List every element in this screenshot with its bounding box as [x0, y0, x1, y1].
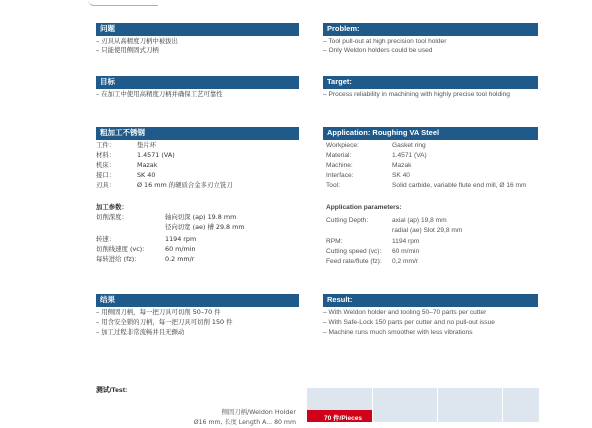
cn-param-value: 轴向切深 (ap) 19.8 mm [165, 213, 237, 221]
en-result-item: – With Weldon holder and tooling 50–70 parts per cutter [323, 309, 487, 316]
cn-app-label: 刃具： [96, 181, 116, 189]
test-row-sub: Ø16 mm, 长度 Length A... 80 mm [193, 419, 296, 426]
grid-line [372, 388, 373, 422]
cn-target-item: – 在加工中使用高精度刀柄并确保工艺可靠性 [96, 90, 223, 98]
cn-params-title: 加工参数： [96, 203, 128, 211]
divider [96, 139, 299, 140]
en-problem-header [323, 23, 538, 35]
cn-problem-item: – 刃具从高精度刀柄中被拔出 [96, 37, 178, 45]
cn-result-header [96, 294, 299, 306]
cn-result-item: – 加工过程非常流畅并且无颤动 [96, 328, 185, 336]
en-param-label: RPM: [326, 238, 343, 245]
en-problem-item: – Tool pull-out at high precision tool holder [323, 38, 447, 45]
cn-target-header [96, 76, 299, 88]
en-app-label: Material: [326, 152, 352, 159]
en-param-value: axial (ap) 19,8 mm [392, 217, 447, 224]
cn-app-label: 机床： [96, 161, 116, 169]
test-bar-label: 70 件/Pieces [324, 415, 362, 422]
en-app-value: SK 40 [392, 172, 410, 179]
en-param-value: 0,2 mm/r [392, 258, 419, 265]
divider [96, 306, 299, 307]
cn-param-value: 60 m/min [165, 245, 196, 253]
en-param-value: radial (ae) Slot 29,8 mm [392, 227, 463, 234]
en-param-value: 60 m/min [392, 248, 420, 255]
cn-param-value: 0.2 mm/r [165, 255, 195, 263]
en-app-value: Mazak [392, 162, 412, 169]
en-app-value: Gasket ring [392, 142, 426, 149]
en-result-item: – Machine runs much smoother with less vibrations [323, 329, 473, 336]
cn-app-value: SK 40 [137, 171, 156, 179]
cn-app-label: 工件： [96, 141, 116, 149]
cn-app-value: 垫片环 [137, 141, 157, 149]
en-app-label: Interface: [326, 172, 354, 179]
en-application-title: Application: Roughing VA Steel [327, 128, 440, 137]
cn-param-label: 切削线速度 (vc)： [96, 245, 149, 253]
cn-param-label: 每转进给 (fz)： [96, 255, 141, 263]
en-app-label: Tool: [326, 182, 340, 189]
divider [96, 35, 299, 36]
cn-result-item: – 用侧固刀柄，每一把刀具可切削 50–70 件 [96, 308, 221, 316]
en-param-label: Cutting speed (vc): [326, 248, 382, 255]
top-decoration [88, 0, 158, 6]
cn-app-value: 1.4571 (VA) [137, 151, 175, 159]
cn-param-label: 转速： [96, 235, 116, 243]
grid-line [502, 388, 503, 422]
cn-app-value: Mazak [137, 161, 158, 169]
en-result-item: – With Safe-Lock 150 parts per cutter and no pull-out issue [323, 319, 495, 326]
divider [96, 88, 299, 89]
cn-result-title: 结果 [100, 295, 115, 304]
divider [323, 306, 538, 307]
cn-application-header [96, 127, 299, 139]
en-target-item: – Process reliability in machining with highly precise tool holding [323, 91, 510, 98]
test-title: 测试/Test: [96, 387, 128, 394]
en-param-value: 1194 rpm [392, 238, 420, 245]
en-app-value: Solid carbide, variable flute end mill, Ø 16 mm [392, 182, 527, 189]
test-bar [307, 410, 372, 422]
divider [323, 35, 538, 36]
cn-application-title: 粗加工不锈钢 [100, 128, 145, 137]
divider [323, 88, 538, 89]
en-problem-title: Problem: [327, 24, 360, 33]
cn-param-label: 切削深度： [96, 213, 128, 221]
divider [323, 139, 538, 140]
cn-problem-header [96, 23, 299, 35]
en-param-label: Feed rate/flute (fz): [326, 258, 382, 265]
cn-app-value: Ø 16 mm 的硬质合金多刃立铣刀 [137, 181, 233, 189]
en-result-header [323, 294, 538, 306]
en-app-label: Machine: [326, 162, 353, 169]
en-target-title: Target: [327, 77, 352, 86]
grid-line [437, 388, 438, 422]
cn-problem-item: – 只能使用侧固式刀柄 [96, 46, 159, 54]
en-params-title: Application parameters: [326, 204, 402, 211]
en-param-label: Cutting Depth: [326, 217, 369, 224]
cn-problem-title: 问题 [100, 24, 115, 33]
cn-target-title: 目标 [100, 77, 115, 86]
cn-param-value: 径向切宽 (ae) 槽 29.8 mm [165, 223, 245, 231]
test-row-label: 侧固刀柄/Weldon Holder [221, 408, 296, 416]
cn-app-label: 接口： [96, 171, 116, 179]
en-problem-item: – Only Weldon holders could be used [323, 47, 433, 54]
en-app-value: 1.4571 (VA) [392, 152, 427, 159]
en-result-title: Result: [327, 295, 353, 304]
cn-result-item: – 用含安全锁的刀柄，每一把刀具可切削 150 件 [96, 318, 233, 326]
cn-app-label: 材料： [96, 151, 116, 159]
en-target-header [323, 76, 538, 88]
cn-param-value: 1194 rpm [165, 235, 197, 243]
en-application-header [323, 127, 538, 139]
en-app-label: Workpiece: [326, 142, 359, 149]
